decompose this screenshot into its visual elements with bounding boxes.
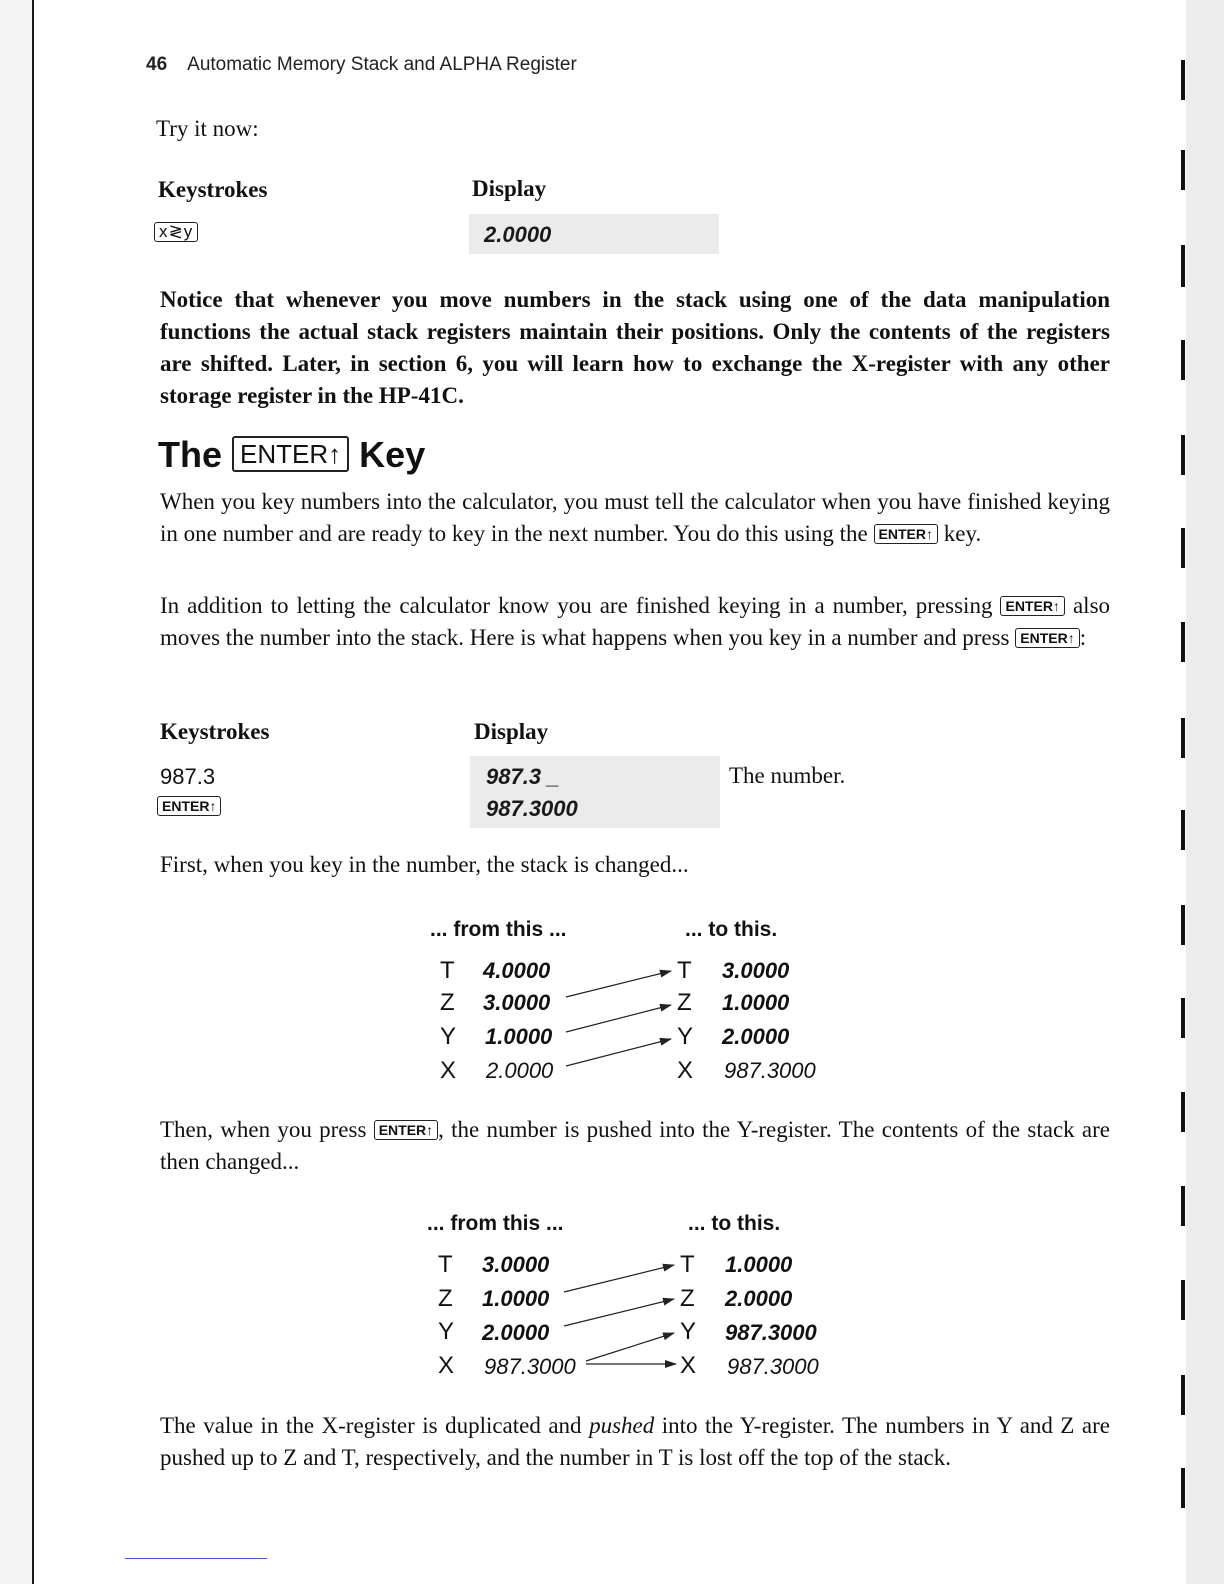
table2-keystrokes-header: Keystrokes [160,719,270,744]
d1-from-val: 3.0000 [483,990,551,1015]
enter-p2-before: In addition to letting the calculator know you are finished keying in a number, pressing [160,593,993,618]
xy-exchange-key: x≷y [154,222,198,242]
d1-to-val: 1.0000 [722,990,790,1015]
enter-key-inline: ENTER↑ [874,524,938,544]
table2-row1-display: 987.3 _ [486,764,560,789]
d1-to-reg: T [677,957,692,984]
d2-to-val: 987.3000 [727,1354,819,1379]
d2-to-val: 2.0000 [725,1286,793,1311]
d2-to-reg: T [680,1251,695,1278]
d2-from-reg: X [438,1352,455,1379]
table2-row1-note: The number. [729,763,846,788]
d1-to-val: 3.0000 [722,958,790,983]
d1-from-val: 1.0000 [485,1024,553,1049]
d2-to-val: 987.3000 [725,1320,817,1345]
final-paragraph [160,1410,1110,1474]
d1-from-reg: X [440,1057,457,1084]
enter-key-inline: ENTER↑ [374,1120,438,1140]
d1-to-val: 987.3000 [724,1058,816,1083]
d2-arrow-z-to-t [564,1265,674,1292]
enter-key-inline: ENTER↑ [1015,628,1079,648]
d2-arrow-y-to-z [564,1299,674,1326]
d2-from-reg: Y [438,1318,455,1345]
d1-from-reg: Z [440,989,455,1016]
d1-to-reg: X [677,1057,694,1084]
heading-the: The [158,434,223,475]
table1-keystrokes-header: Keystrokes [158,177,268,202]
first-sentence: First, when you key in the number, the stack is changed... [160,852,689,877]
enter-p1-after: key. [943,521,982,546]
heading-key: Key [359,434,426,475]
d1-arrow-x-to-y [566,1039,671,1066]
d1-from-val: 4.0000 [483,958,551,983]
enter-key-heading: ENTER↑ [232,436,349,472]
d1-from-reg: Y [440,1023,457,1050]
enter-key-inline: ENTER↑ [1000,596,1064,616]
diagram1-from-label: ... from this ... [430,918,567,941]
page-number: 46 [146,54,168,75]
table2-row2-display: 987.3000 [486,796,578,821]
final-emphasis: pushed [589,1413,655,1438]
table1-display-value: 2.0000 [484,222,552,247]
d1-arrow-z-to-t [566,971,671,997]
try-it-now: Try it now: [156,116,259,141]
enter-key: ENTER↑ [157,796,221,816]
d2-from-val: 2.0000 [482,1320,550,1345]
d2-arrow-x-to-y [586,1333,674,1361]
enter-p2-after: : [1079,625,1087,650]
notice-paragraph: Notice that whenever you move numbers in the stack using one of the data manipulation functions the actual stack registers maintain their positions. Only the contents of the registers are shifted. Later, in section 6, you will learn how to exchange the X-register with any other storage register in the HP-41C. [160,287,1110,408]
d1-to-reg: Z [677,989,692,1016]
enter-p1-text: When you key numbers into the calculator, you must tell the calculator when you have finished keying in one number and are ready to key in the next number. You do this using the [160,489,1110,546]
d2-to-reg: Z [680,1285,695,1312]
table2-display-header: Display [474,719,549,744]
diagram2-from-label: ... from this ... [427,1212,564,1235]
d1-from-val: 2.0000 [486,1058,554,1083]
d2-from-val: 3.0000 [482,1252,550,1277]
d2-from-reg: T [438,1251,453,1278]
d2-from-val: 987.3000 [484,1354,576,1379]
final-after: into the Y-register. The numbers in Y and Z are pushed up to Z and T, respectively, and the number in T is lost off the top of the stack. [160,1413,1111,1470]
then-before: Then, when you press [160,1117,367,1142]
then-after: , the number is pushed into the Y-register. The contents of the stack are then changed... [160,1117,1110,1174]
enter-p2-middle: also moves the number into the stack. Here is what happens when you key in a number and press [160,593,1111,650]
final-before: The value in the X-register is duplicated and [160,1413,582,1438]
then-paragraph [160,1114,1110,1178]
running-head-title: Automatic Memory Stack and ALPHA Register [187,54,577,75]
d2-to-reg: Y [680,1318,697,1345]
diagram1-to-label: ... to this. [685,918,778,941]
d1-to-val: 2.0000 [722,1024,790,1049]
diagram2-to-label: ... to this. [688,1212,781,1235]
d1-to-reg: Y [677,1023,694,1050]
d1-arrow-y-to-z [566,1005,671,1032]
d2-from-val: 1.0000 [482,1286,550,1311]
d2-to-reg: X [680,1352,697,1379]
d2-to-val: 1.0000 [725,1252,793,1277]
d2-from-reg: Z [438,1285,453,1312]
table2-row1-keys: 987.3 [160,764,216,789]
d1-from-reg: T [440,957,455,984]
table1-display-header: Display [472,176,547,201]
